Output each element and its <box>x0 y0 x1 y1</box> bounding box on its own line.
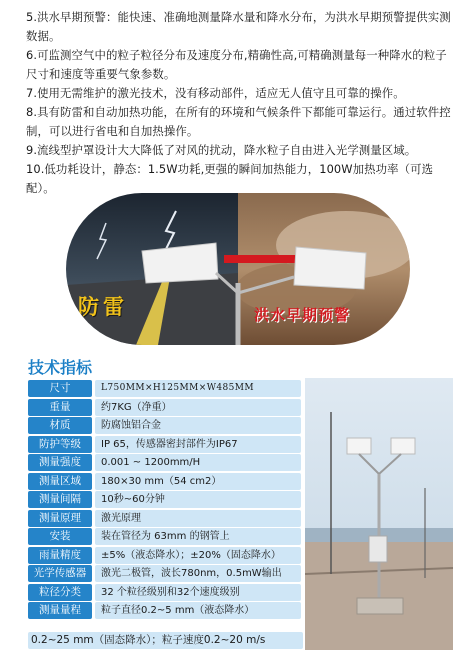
spec-value: 装在管径为 63mm 的钢管上 <box>95 528 301 545</box>
spec-row <box>28 584 301 601</box>
spec-key: 测量区域 <box>28 473 92 490</box>
feature-list <box>26 8 456 198</box>
spec-value: 32 个粒径级别和32个速度级别 <box>95 584 301 601</box>
spec-key: 测量原理 <box>28 510 92 527</box>
spec-key: 防护等级 <box>28 436 92 453</box>
spec-key: 材质 <box>28 417 92 434</box>
spec-value: 10秒~60分钟 <box>95 491 301 508</box>
spec-value: 约7KG（净重） <box>95 399 301 416</box>
product-banner <box>66 193 410 345</box>
spec-value: 0.001 ~ 1200mm/H <box>95 454 301 471</box>
installation-photo <box>305 378 453 650</box>
feature-item: 8.具有防雷和自动加热功能，在所有的环境和气候条件下都能可靠运行。通过软件控制，可以进行省电和自加热操作。 <box>26 105 451 138</box>
feature-item: 5.洪水早期预警：能快速、准确地测量降水量和降水分布，为洪水早期预警提供实测数据。 <box>26 10 451 43</box>
spec-key: 重量 <box>28 399 92 416</box>
spec-value: 180×30 mm（54 cm2） <box>95 473 301 490</box>
spec-row <box>28 399 301 416</box>
feature-item: 10.低功耗设计，静态：1.5W功耗,更强的瞬间加热能力，100W加热功率（可选配）。 <box>26 162 434 195</box>
spec-key: 测量强度 <box>28 454 92 471</box>
spec-key: 测量间隔 <box>28 491 92 508</box>
installation-photo-image <box>305 378 453 650</box>
banner-label-lightning: 防雷 <box>78 295 128 319</box>
spec-row <box>28 602 301 619</box>
spec-row <box>28 380 301 397</box>
spec-value: L750MM×H125MM×W485MM <box>95 380 301 397</box>
spec-row <box>28 473 301 490</box>
spec-value: 激光原理 <box>95 510 301 527</box>
spec-row <box>28 491 301 508</box>
spec-value: 粒子直径0.2~5 mm（液态降水） <box>95 602 301 619</box>
feature-item: 9.流线型护罩设计大大降低了对风的扰动，降水粒子自由进入光学测量区域。 <box>26 143 417 157</box>
spec-row <box>28 454 301 471</box>
spec-key: 尺寸 <box>28 380 92 397</box>
spec-row <box>28 565 301 582</box>
spec-row <box>28 547 301 564</box>
banner-illustration <box>66 193 410 345</box>
spec-row <box>28 417 301 434</box>
spec-value: 激光二极管，波长780nm，0.5mW输出 <box>95 565 301 582</box>
spec-key: 雨量精度 <box>28 547 92 564</box>
spec-value: ±5%（液态降水）；±20%（固态降水） <box>95 547 301 564</box>
spec-key: 粒径分类 <box>28 584 92 601</box>
spec-row <box>28 528 301 545</box>
spec-row <box>28 436 301 453</box>
feature-item: 7.使用无需维护的激光技术，没有移动部件，适应无人值守且可靠的操作。 <box>26 86 405 100</box>
spec-value: 防腐蚀铝合金 <box>95 417 301 434</box>
spec-value: IP 65，传感器密封部件为IP67 <box>95 436 301 453</box>
spec-key: 安装 <box>28 528 92 545</box>
spec-tail-row: 0.2~25 mm（固态降水）；粒子速度0.2~20 m/s <box>28 632 303 649</box>
spec-table <box>28 380 301 621</box>
spec-row <box>28 510 301 527</box>
spec-key: 光学传感器 <box>28 565 92 582</box>
section-title: 技术指标 <box>28 358 93 377</box>
feature-item: 6.可监测空气中的粒子粒径分布及速度分布,精确性高,可精确测量每一种降水的粒子尺寸和速度等重要气象参数。 <box>26 48 447 81</box>
banner-label-flood: 洪水早期预警 <box>254 306 351 324</box>
spec-key: 测量量程 <box>28 602 92 619</box>
